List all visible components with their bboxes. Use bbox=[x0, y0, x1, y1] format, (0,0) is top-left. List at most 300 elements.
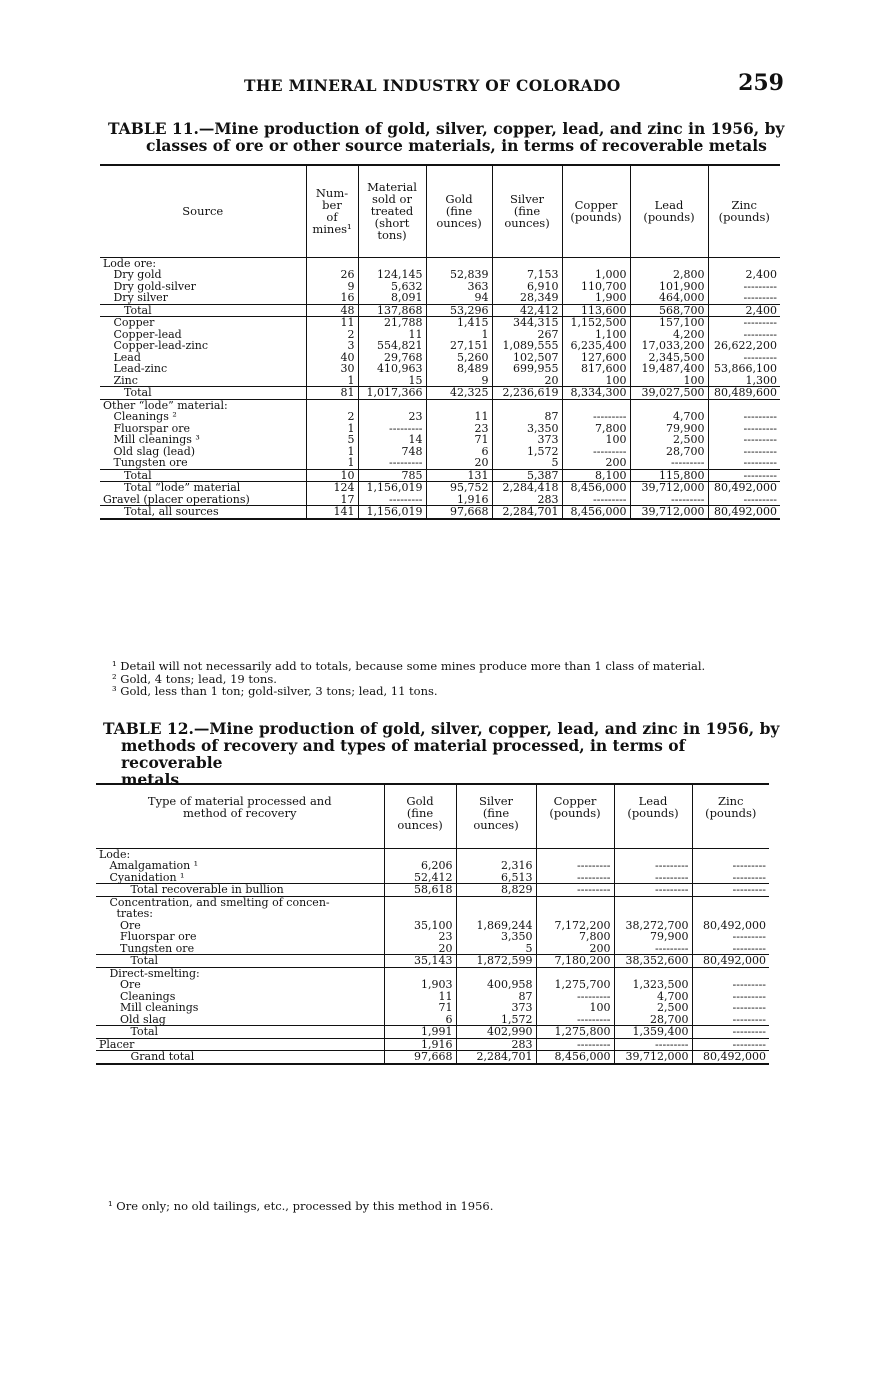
row-label: Copper-lead-zinc bbox=[103, 339, 208, 352]
table-cell: 8,100 bbox=[562, 469, 630, 482]
table-cell: --------- bbox=[708, 469, 780, 482]
table-cell: 7,180,200 bbox=[536, 955, 614, 968]
row-label: Dry silver bbox=[103, 291, 168, 304]
column-header: Silver (fine ounces) bbox=[492, 165, 562, 257]
table-cell: --------- bbox=[692, 1002, 769, 1014]
table-cell: 157,100 bbox=[630, 317, 708, 329]
table-cell: 1,916 bbox=[384, 1038, 456, 1051]
table-cell: 5,387 bbox=[492, 469, 562, 482]
caption-line: metals bbox=[121, 770, 180, 789]
table-cell: 464,000 bbox=[630, 292, 708, 304]
table-row bbox=[96, 955, 769, 968]
table-cell: --------- bbox=[708, 457, 780, 469]
table-cell: 26,622,200 bbox=[708, 340, 780, 352]
table-cell: --------- bbox=[692, 860, 769, 872]
table-cell: 1,900 bbox=[562, 292, 630, 304]
table-11-footnotes bbox=[112, 660, 772, 698]
page-number: 259 bbox=[738, 70, 784, 96]
row-label: Lode ore: bbox=[103, 256, 157, 270]
table-row bbox=[100, 304, 780, 317]
table-cell: 80,492,000 bbox=[692, 955, 769, 968]
table-cell: --------- bbox=[692, 991, 769, 1003]
row-label: Lead bbox=[103, 350, 141, 364]
table-cell: 817,600 bbox=[562, 363, 630, 375]
table-cell: 110,700 bbox=[562, 281, 630, 293]
table-cell: 2,500 bbox=[614, 1002, 692, 1014]
table-cell: 1 bbox=[306, 457, 358, 469]
table-cell: 80,492,000 bbox=[692, 1051, 769, 1064]
table-cell: 19,487,400 bbox=[630, 363, 708, 375]
row-label: Lead-zinc bbox=[103, 362, 168, 375]
table-cell: 141 bbox=[306, 506, 358, 519]
table-cell: --------- bbox=[692, 1014, 769, 1026]
table-cell: 1,869,244 bbox=[456, 920, 536, 932]
row-label: Total bbox=[96, 955, 384, 968]
table-cell: 8,456,000 bbox=[536, 1051, 614, 1064]
table-cell: 373 bbox=[492, 434, 562, 446]
table-cell: 400,958 bbox=[456, 979, 536, 991]
table-cell: 58,618 bbox=[384, 884, 456, 897]
table-cell: 1,156,019 bbox=[358, 482, 426, 494]
table-cell: 1,000 bbox=[562, 269, 630, 281]
table-cell: 699,955 bbox=[492, 363, 562, 375]
table-cell: 748 bbox=[358, 446, 426, 458]
table-cell: 6 bbox=[384, 1014, 456, 1026]
table-cell: 4,700 bbox=[614, 991, 692, 1003]
table-cell: --------- bbox=[708, 411, 780, 423]
row-label: Total, all sources bbox=[100, 506, 306, 519]
table-cell: 97,668 bbox=[384, 1051, 456, 1064]
table-cell: 7,153 bbox=[492, 269, 562, 281]
table-cell: 39,027,500 bbox=[630, 387, 708, 400]
table-cell: 1,572 bbox=[456, 1014, 536, 1026]
column-header: Lead (pounds) bbox=[614, 784, 692, 848]
table-cell: --------- bbox=[614, 872, 692, 884]
table-cell: 5 bbox=[456, 943, 536, 955]
table-cell: 1 bbox=[306, 446, 358, 458]
table-cell: 1,100 bbox=[562, 329, 630, 341]
table-cell: 1,359,400 bbox=[614, 1026, 692, 1039]
table-cell: 2,284,701 bbox=[492, 506, 562, 519]
table-cell: --------- bbox=[614, 884, 692, 897]
table-cell: --------- bbox=[708, 352, 780, 364]
column-header: Zinc (pounds) bbox=[708, 165, 780, 257]
table-cell: 27,151 bbox=[426, 340, 492, 352]
table-cell: 8,091 bbox=[358, 292, 426, 304]
table-cell: 2,500 bbox=[630, 434, 708, 446]
table-cell: 15 bbox=[358, 375, 426, 387]
row-label: Zinc bbox=[103, 373, 138, 387]
table-cell: 100 bbox=[536, 1002, 614, 1014]
table-cell: 1 bbox=[426, 329, 492, 341]
table-cell: --------- bbox=[562, 494, 630, 506]
table-cell: 1 bbox=[306, 423, 358, 435]
table-cell: 2,236,619 bbox=[492, 387, 562, 400]
table-cell: 2,316 bbox=[456, 860, 536, 872]
table-cell: 2,284,701 bbox=[456, 1051, 536, 1064]
column-header: Gold (fine ounces) bbox=[426, 165, 492, 257]
table-cell: --------- bbox=[358, 423, 426, 435]
table-cell: 6,513 bbox=[456, 872, 536, 884]
row-label: Copper-lead bbox=[103, 327, 182, 341]
table-cell: --------- bbox=[708, 434, 780, 446]
table-cell: 127,600 bbox=[562, 352, 630, 364]
table-cell: 81 bbox=[306, 387, 358, 400]
table-cell: 95,752 bbox=[426, 482, 492, 494]
table-cell: --------- bbox=[536, 1014, 614, 1026]
table-cell: 8,334,300 bbox=[562, 387, 630, 400]
table-cell: 38,272,700 bbox=[614, 920, 692, 932]
table-cell: 568,700 bbox=[630, 304, 708, 317]
table-cell: 9 bbox=[426, 375, 492, 387]
caption-line: classes of ore or other source materials, in terms of recoverable metals bbox=[146, 136, 767, 155]
table-cell: 10 bbox=[306, 469, 358, 482]
running-head bbox=[244, 70, 784, 100]
row-label: Amalgamation ¹ bbox=[99, 859, 199, 872]
table-cell: 1,300 bbox=[708, 375, 780, 387]
table-cell: 1,017,366 bbox=[358, 387, 426, 400]
table-cell: 1,275,700 bbox=[536, 979, 614, 991]
table-cell: 1,903 bbox=[384, 979, 456, 991]
table-row bbox=[100, 363, 780, 375]
table-cell: --------- bbox=[630, 457, 708, 469]
table-cell: 52,412 bbox=[384, 872, 456, 884]
table-cell: 5,632 bbox=[358, 281, 426, 293]
table-cell: --------- bbox=[708, 329, 780, 341]
table-cell: 554,821 bbox=[358, 340, 426, 352]
table-row bbox=[100, 469, 780, 482]
table-cell: 80,492,000 bbox=[708, 482, 780, 494]
row-label: Tungsten ore bbox=[103, 456, 188, 469]
table-cell: 79,900 bbox=[614, 931, 692, 943]
table-row bbox=[100, 457, 780, 469]
table-row bbox=[100, 269, 780, 281]
column-header: Num- ber of mines¹ bbox=[306, 165, 358, 257]
table-row bbox=[100, 506, 780, 519]
table-cell: --------- bbox=[692, 931, 769, 943]
table-cell: --------- bbox=[536, 860, 614, 872]
running-title: THE MINERAL INDUSTRY OF COLORADO bbox=[244, 76, 621, 95]
table-cell: 4,700 bbox=[630, 411, 708, 423]
table-12-caption bbox=[103, 720, 783, 788]
table-cell: 373 bbox=[456, 1002, 536, 1014]
caption-line: TABLE 12.—Mine production of gold, silver, copper, lead, and zinc in 1956, by bbox=[103, 719, 780, 738]
table-cell: 7,172,200 bbox=[536, 920, 614, 932]
table-row bbox=[96, 1038, 769, 1051]
table-cell: 8,456,000 bbox=[562, 482, 630, 494]
table-cell: 402,990 bbox=[456, 1026, 536, 1039]
table-cell: --------- bbox=[536, 991, 614, 1003]
table-cell: 8,456,000 bbox=[562, 506, 630, 519]
table-cell: --------- bbox=[692, 943, 769, 955]
table-row bbox=[100, 482, 780, 494]
table-cell: --------- bbox=[692, 1026, 769, 1039]
table-cell: --------- bbox=[708, 494, 780, 506]
row-label: Total bbox=[96, 1026, 384, 1039]
table-cell: 363 bbox=[426, 281, 492, 293]
table-cell: 1,872,599 bbox=[456, 955, 536, 968]
table-cell: 6,910 bbox=[492, 281, 562, 293]
table-cell: 14 bbox=[358, 434, 426, 446]
table-cell: 23 bbox=[384, 931, 456, 943]
table-cell: 52,839 bbox=[426, 269, 492, 281]
table-cell: 2,284,418 bbox=[492, 482, 562, 494]
table-cell: 38,352,600 bbox=[614, 955, 692, 968]
table-cell: 30 bbox=[306, 363, 358, 375]
table-cell: 9 bbox=[306, 281, 358, 293]
table-cell: 1,089,555 bbox=[492, 340, 562, 352]
table-cell: 1,415 bbox=[426, 317, 492, 329]
table-cell: 283 bbox=[492, 494, 562, 506]
column-header: Lead (pounds) bbox=[630, 165, 708, 257]
table-cell: --------- bbox=[614, 943, 692, 955]
row-label: Tungsten ore bbox=[99, 941, 195, 955]
table-cell: 7,800 bbox=[536, 931, 614, 943]
caption-line: methods of recovery and types of material processed, in terms of recoverable bbox=[121, 736, 686, 772]
row-label: Old slag (lead) bbox=[103, 444, 196, 458]
table-cell: 267 bbox=[492, 329, 562, 341]
table-cell: 283 bbox=[456, 1038, 536, 1051]
column-header: Type of material processed and method of recovery bbox=[96, 784, 384, 848]
table-cell: 3,350 bbox=[456, 931, 536, 943]
row-label: Total recoverable in bullion bbox=[96, 884, 384, 897]
table-row bbox=[96, 872, 769, 884]
table-cell: 1,152,500 bbox=[562, 317, 630, 329]
table-cell: --------- bbox=[562, 411, 630, 423]
row-label: Fluorspar ore bbox=[99, 930, 197, 943]
table-cell: --------- bbox=[614, 1038, 692, 1051]
table-cell: 17,033,200 bbox=[630, 340, 708, 352]
table-cell: 200 bbox=[562, 457, 630, 469]
row-label: Cleanings bbox=[99, 989, 176, 1003]
table-cell: 2 bbox=[306, 411, 358, 423]
table-11 bbox=[100, 164, 780, 520]
row-label: Old slag bbox=[99, 1012, 166, 1026]
row-label: Lode: bbox=[99, 847, 131, 861]
table-cell: 26 bbox=[306, 269, 358, 281]
table-cell: --------- bbox=[536, 1038, 614, 1051]
table-row bbox=[96, 1051, 769, 1064]
table-row bbox=[96, 1002, 769, 1014]
table-cell: 2,345,500 bbox=[630, 352, 708, 364]
table-cell: 1,572 bbox=[492, 446, 562, 458]
table-11-body bbox=[100, 257, 780, 519]
table-11-caption bbox=[108, 120, 788, 154]
table-cell: 6 bbox=[426, 446, 492, 458]
table-cell: 20 bbox=[426, 457, 492, 469]
row-label: Copper bbox=[103, 316, 155, 329]
table-cell: 11 bbox=[426, 411, 492, 423]
table-cell: --------- bbox=[358, 494, 426, 506]
table-cell: 87 bbox=[456, 991, 536, 1003]
table-row bbox=[96, 1026, 769, 1039]
table-cell: 17 bbox=[306, 494, 358, 506]
table-cell: 2,400 bbox=[708, 304, 780, 317]
row-label: Concentration, and smelting of concen- trates: bbox=[109, 895, 330, 920]
table-cell: 100 bbox=[562, 375, 630, 387]
table-cell: --------- bbox=[692, 979, 769, 991]
table-cell: 53,296 bbox=[426, 304, 492, 317]
table-cell: 39,712,000 bbox=[614, 1051, 692, 1064]
table-cell bbox=[384, 896, 456, 920]
table-cell: 6,206 bbox=[384, 860, 456, 872]
table-cell: --------- bbox=[536, 872, 614, 884]
table-cell bbox=[692, 896, 769, 920]
table-cell: 28,700 bbox=[614, 1014, 692, 1026]
table-12-footnotes bbox=[108, 1200, 768, 1213]
table-cell bbox=[456, 896, 536, 920]
table-row bbox=[100, 434, 780, 446]
table-cell: 1 bbox=[306, 375, 358, 387]
table-cell: 344,315 bbox=[492, 317, 562, 329]
table-cell: 115,800 bbox=[630, 469, 708, 482]
table-cell: 53,866,100 bbox=[708, 363, 780, 375]
table-row bbox=[100, 340, 780, 352]
table-cell: 71 bbox=[384, 1002, 456, 1014]
row-label: Ore bbox=[99, 918, 141, 932]
table-row bbox=[96, 979, 769, 991]
row-label: Total “lode” material bbox=[103, 481, 241, 494]
column-header: Copper (pounds) bbox=[562, 165, 630, 257]
table-cell: 1,916 bbox=[426, 494, 492, 506]
table-cell: 4,200 bbox=[630, 329, 708, 341]
row-label: Dry gold bbox=[103, 268, 162, 281]
table-row bbox=[100, 375, 780, 387]
table-cell: 11 bbox=[384, 991, 456, 1003]
table-cell: 2,800 bbox=[630, 269, 708, 281]
table-cell: 20 bbox=[492, 375, 562, 387]
table-row bbox=[100, 292, 780, 304]
table-cell: 71 bbox=[426, 434, 492, 446]
table-cell: 7,800 bbox=[562, 423, 630, 435]
table-cell: 1,323,500 bbox=[614, 979, 692, 991]
footnote: ¹ Ore only; no old tailings, etc., processed by this method in 1956. bbox=[108, 1199, 494, 1213]
table-cell: 8,829 bbox=[456, 884, 536, 897]
table-cell: --------- bbox=[692, 1038, 769, 1051]
row-label: Placer bbox=[96, 1038, 384, 1051]
table-cell: --------- bbox=[692, 872, 769, 884]
table-row bbox=[100, 411, 780, 423]
table-cell: 1,156,019 bbox=[358, 506, 426, 519]
table-row bbox=[100, 387, 780, 400]
table-cell: 113,600 bbox=[562, 304, 630, 317]
table-cell: 1,991 bbox=[384, 1026, 456, 1039]
table-header-row bbox=[96, 784, 769, 848]
row-label: Cleanings ² bbox=[103, 410, 177, 423]
row-label: Gravel (placer operations) bbox=[103, 492, 250, 506]
row-label: Mill cleanings bbox=[99, 1001, 199, 1014]
row-label: Fluorspar ore bbox=[103, 421, 190, 435]
table-cell: 42,412 bbox=[492, 304, 562, 317]
table-cell: 124,145 bbox=[358, 269, 426, 281]
table-cell: 87 bbox=[492, 411, 562, 423]
table-cell: 80,492,000 bbox=[692, 920, 769, 932]
row-label: Total bbox=[100, 469, 306, 482]
table-row bbox=[96, 896, 769, 920]
row-label: Total bbox=[100, 304, 306, 317]
table-cell: 2,400 bbox=[708, 269, 780, 281]
table-cell: 23 bbox=[426, 423, 492, 435]
column-header: Gold (fine ounces) bbox=[384, 784, 456, 848]
column-header: Zinc (pounds) bbox=[692, 784, 769, 848]
table-cell: 100 bbox=[562, 434, 630, 446]
table-cell: 80,492,000 bbox=[708, 506, 780, 519]
table-cell: --------- bbox=[358, 457, 426, 469]
table-cell: --------- bbox=[562, 446, 630, 458]
row-label: Cyanidation ¹ bbox=[99, 870, 185, 884]
table-row bbox=[96, 931, 769, 943]
table-cell: 40 bbox=[306, 352, 358, 364]
table-cell: --------- bbox=[614, 860, 692, 872]
footnote: ³ Gold, less than 1 ton; gold-silver, 3 tons; lead, 11 tons. bbox=[112, 684, 438, 698]
table-cell: --------- bbox=[536, 884, 614, 897]
column-header: Silver (fine ounces) bbox=[456, 784, 536, 848]
column-header: Copper (pounds) bbox=[536, 784, 614, 848]
table-cell: --------- bbox=[708, 423, 780, 435]
table-cell: 23 bbox=[358, 411, 426, 423]
footnote: ¹ Detail will not necessarily add to totals, because some mines produce more than 1 class of material. bbox=[112, 659, 706, 673]
table-cell: 1,275,800 bbox=[536, 1026, 614, 1039]
table-cell: --------- bbox=[708, 317, 780, 329]
table-cell: 101,900 bbox=[630, 281, 708, 293]
table-cell: 410,963 bbox=[358, 363, 426, 375]
table-cell: --------- bbox=[708, 446, 780, 458]
table-cell: --------- bbox=[708, 292, 780, 304]
table-cell: 39,712,000 bbox=[630, 482, 708, 494]
table-cell: 28,349 bbox=[492, 292, 562, 304]
table-row bbox=[96, 943, 769, 955]
table-cell: 137,868 bbox=[358, 304, 426, 317]
table-cell: 5 bbox=[306, 434, 358, 446]
table-cell: 39,712,000 bbox=[630, 506, 708, 519]
table-cell: 48 bbox=[306, 304, 358, 317]
table-cell bbox=[536, 896, 614, 920]
table-cell: 11 bbox=[306, 317, 358, 329]
table-cell: 2 bbox=[306, 329, 358, 341]
table-cell: --------- bbox=[708, 281, 780, 293]
caption-line: TABLE 11.—Mine production of gold, silver, copper, lead, and zinc in 1956, by bbox=[108, 119, 785, 138]
table-cell: 102,507 bbox=[492, 352, 562, 364]
table-cell: 94 bbox=[426, 292, 492, 304]
table-12 bbox=[96, 783, 769, 1065]
table-cell: 3,350 bbox=[492, 423, 562, 435]
table-cell bbox=[614, 896, 692, 920]
column-header: Source bbox=[100, 165, 306, 257]
row-label: Ore bbox=[99, 978, 141, 991]
table-cell: 6,235,400 bbox=[562, 340, 630, 352]
table-cell: 97,668 bbox=[426, 506, 492, 519]
table-cell: 42,325 bbox=[426, 387, 492, 400]
table-row bbox=[96, 884, 769, 897]
footnote: ² Gold, 4 tons; lead, 19 tons. bbox=[112, 671, 277, 686]
table-row bbox=[96, 860, 769, 872]
table-cell: 5,260 bbox=[426, 352, 492, 364]
table-cell: --------- bbox=[630, 494, 708, 506]
table-cell: 21,788 bbox=[358, 317, 426, 329]
column-header: Material sold or treated (short tons) bbox=[358, 165, 426, 257]
row-label: Dry gold-silver bbox=[103, 279, 196, 293]
table-cell: 29,768 bbox=[358, 352, 426, 364]
table-header-row bbox=[100, 165, 780, 257]
table-12-body bbox=[96, 848, 769, 1064]
table-row bbox=[96, 1014, 769, 1026]
table-cell: 100 bbox=[630, 375, 708, 387]
table-row bbox=[100, 317, 780, 329]
table-cell: 35,143 bbox=[384, 955, 456, 968]
table-cell: 79,900 bbox=[630, 423, 708, 435]
table-cell: 28,700 bbox=[630, 446, 708, 458]
row-label: Grand total bbox=[96, 1051, 384, 1064]
